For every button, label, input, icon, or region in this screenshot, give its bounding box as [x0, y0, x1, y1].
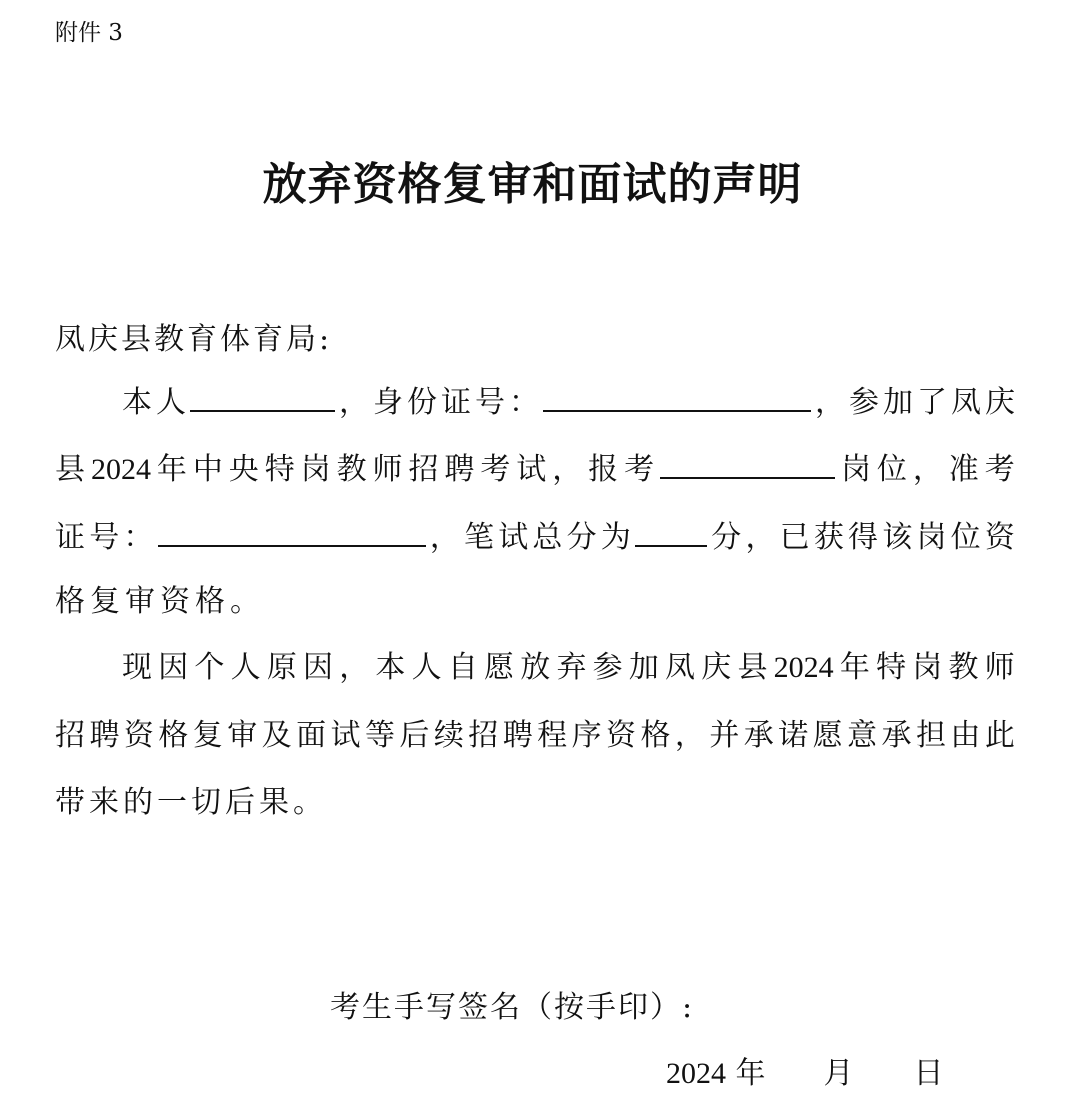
text-char: 了 — [917, 385, 947, 420]
id-number-blank — [543, 380, 811, 412]
text-char: 获 — [813, 520, 844, 555]
text-char: 县 — [737, 650, 768, 685]
text-char: 续 — [433, 718, 464, 753]
text-char: ， — [815, 385, 845, 420]
text-char: 招 — [55, 718, 85, 753]
text-char: 原 — [266, 650, 297, 685]
text-char: 本 — [122, 385, 152, 420]
text-char: 庆 — [985, 385, 1015, 420]
text-char: ， — [552, 452, 583, 487]
text-char: 证 — [55, 520, 85, 555]
text-char: 诺 — [778, 718, 809, 753]
para1-line2 — [55, 447, 1015, 487]
text-char: 格 — [640, 718, 671, 753]
text-char: 因 — [158, 650, 189, 685]
text-char: 分 — [566, 520, 597, 555]
text-char: 此 — [984, 718, 1015, 753]
text-char: 准 — [948, 452, 979, 487]
text-char: 资 — [984, 520, 1015, 555]
text-char: 加 — [883, 385, 913, 420]
text-char: 岗 — [916, 520, 947, 555]
text-char: 参 — [849, 385, 879, 420]
para2-line2 — [55, 716, 1015, 756]
text-char: 承 — [743, 718, 774, 753]
text-char: 本 — [375, 650, 406, 685]
text-char: 由 — [950, 718, 981, 753]
text-char: 人 — [411, 650, 442, 685]
text-char: 并 — [709, 718, 740, 753]
text-char: 特 — [876, 650, 907, 685]
text-char: 号 — [475, 385, 505, 420]
text-char: 愿 — [812, 718, 843, 753]
text-char: 放 — [520, 650, 551, 685]
text-char: ， — [674, 718, 705, 753]
text-char: 考 — [624, 452, 655, 487]
text-char: 程 — [537, 718, 568, 753]
text-char: ， — [745, 520, 776, 555]
text-char: ： — [509, 385, 539, 420]
text-char: 试 — [516, 452, 547, 487]
text-char: 该 — [882, 520, 913, 555]
year-number: 2024 — [90, 453, 151, 486]
text-char: ， — [339, 650, 370, 685]
text-char: 资 — [123, 718, 154, 753]
text-char: 年 — [839, 650, 870, 685]
text-char: 证 — [441, 385, 471, 420]
text-char: 分 — [711, 520, 742, 555]
text-char: 考 — [984, 452, 1015, 487]
score-blank — [635, 515, 707, 547]
text-char: 因 — [303, 650, 334, 685]
text-char: 愿 — [484, 650, 515, 685]
year-number: 2024 — [773, 651, 834, 684]
document-title: 放弃资格复审和面试的声明 — [262, 159, 803, 210]
text-char: ， — [339, 385, 369, 420]
text-char: 试 — [330, 718, 361, 753]
text-char: 身 — [373, 385, 403, 420]
text-char: 中 — [192, 452, 223, 487]
text-char: 等 — [364, 718, 395, 753]
date-month-unit: 月 — [823, 1056, 854, 1091]
text-char: 号 — [89, 520, 120, 555]
text-char: 弃 — [556, 650, 587, 685]
text-char: 位 — [876, 452, 907, 487]
text-char: 聘 — [444, 452, 475, 487]
position-blank — [660, 447, 835, 479]
signature-label: 考生手写签名（按手印）: — [330, 990, 695, 1025]
text-char: 及 — [261, 718, 292, 753]
para1-line1 — [122, 380, 1015, 420]
text-char: 个 — [194, 650, 225, 685]
text-char: 面 — [296, 718, 327, 753]
text-char: ： — [123, 520, 154, 555]
text-char: 县 — [55, 452, 85, 487]
date-year: 2024 — [666, 1057, 726, 1090]
text-char: 复 — [192, 718, 223, 753]
text-char: 担 — [915, 718, 946, 753]
text-char: 岗 — [912, 650, 943, 685]
para2-line3: 带来的一切后果。 — [55, 785, 327, 820]
text-char: 聘 — [502, 718, 533, 753]
text-char: 格 — [158, 718, 189, 753]
date-year-unit: 年 — [735, 1056, 766, 1091]
text-char: 序 — [571, 718, 602, 753]
text-char: 人 — [156, 385, 186, 420]
text-char: 审 — [227, 718, 258, 753]
text-char: 为 — [600, 520, 631, 555]
text-char: 师 — [372, 452, 403, 487]
text-char: 岗 — [840, 452, 871, 487]
text-char: 年 — [156, 452, 187, 487]
para1-line3 — [55, 515, 1015, 555]
date-line — [666, 1048, 944, 1092]
text-char: 教 — [948, 650, 979, 685]
text-char: 现 — [122, 650, 152, 685]
text-char: 得 — [848, 520, 879, 555]
text-char: 招 — [408, 452, 439, 487]
para2-line1 — [122, 648, 1015, 688]
text-char: 人 — [230, 650, 261, 685]
text-char: 位 — [950, 520, 981, 555]
text-char: 凤 — [665, 650, 696, 685]
text-char: 凤 — [951, 385, 981, 420]
text-char: 自 — [447, 650, 478, 685]
text-char: 意 — [847, 718, 878, 753]
text-char: 央 — [228, 452, 259, 487]
exam-number-blank — [158, 515, 426, 547]
attachment-label: 附件 3 — [55, 20, 123, 46]
text-char: 份 — [407, 385, 437, 420]
text-char: 承 — [881, 718, 912, 753]
date-day-unit: 日 — [913, 1056, 944, 1091]
text-char: 参 — [592, 650, 623, 685]
text-char: 加 — [628, 650, 659, 685]
text-char: 招 — [468, 718, 499, 753]
text-char: 已 — [779, 520, 810, 555]
text-char: ， — [912, 452, 943, 487]
text-char: 庆 — [701, 650, 732, 685]
salutation: 凤庆县教育体育局: — [55, 322, 333, 357]
text-char: ， — [429, 520, 460, 555]
text-char: 试 — [498, 520, 529, 555]
text-char: 总 — [532, 520, 563, 555]
text-char: 教 — [336, 452, 367, 487]
name-blank — [190, 380, 335, 412]
text-char: 报 — [588, 452, 619, 487]
text-char: 笔 — [464, 520, 495, 555]
text-char: 考 — [480, 452, 511, 487]
text-char: 岗 — [300, 452, 331, 487]
para1-line4: 格复审资格。 — [55, 584, 265, 619]
text-char: 资 — [606, 718, 636, 753]
text-char: 师 — [984, 650, 1015, 685]
text-char: 聘 — [89, 718, 120, 753]
text-char: 特 — [264, 452, 295, 487]
text-char: 后 — [399, 718, 430, 753]
